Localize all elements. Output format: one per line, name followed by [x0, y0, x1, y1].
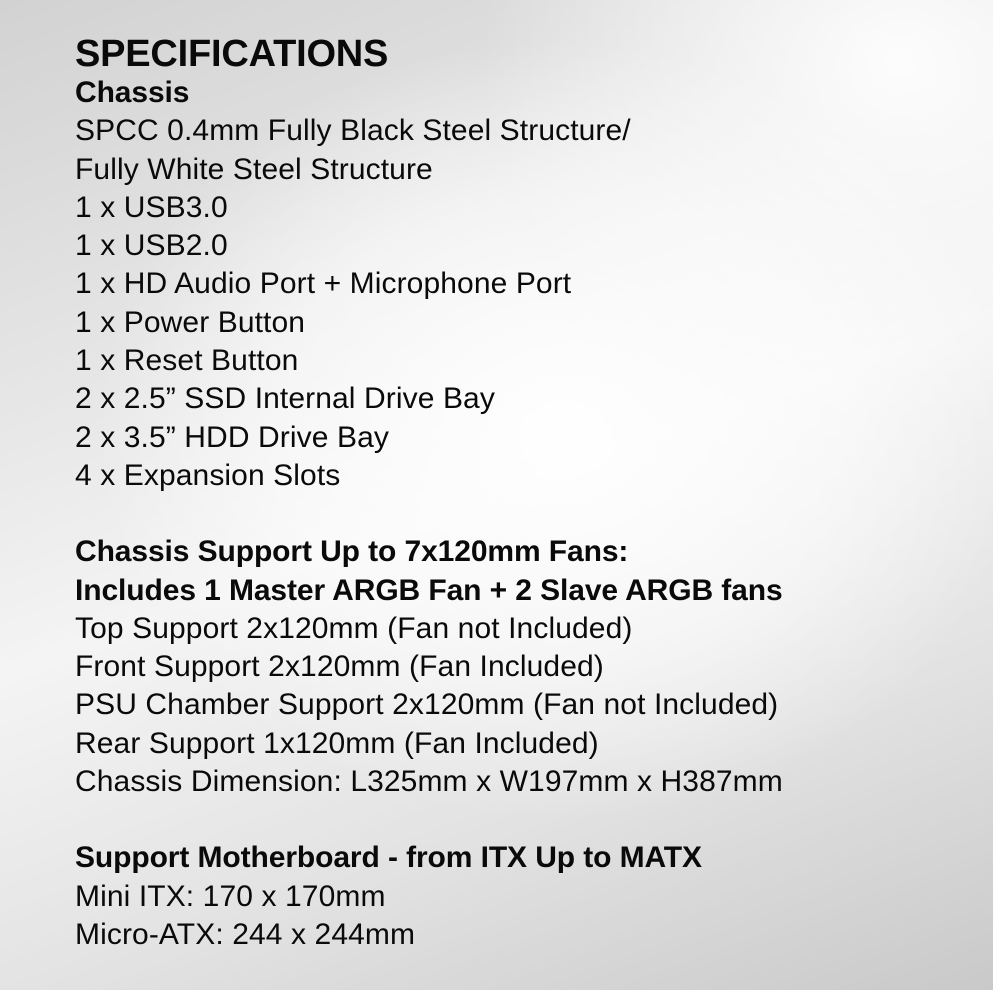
spec-line-rear-support: Rear Support 1x120mm (Fan Included) — [75, 726, 599, 760]
spec-line-top-support: Top Support 2x120mm (Fan not Included) — [75, 611, 633, 645]
page-title: SPECIFICATIONS — [75, 33, 389, 75]
spec-line-micro-atx: Micro-ATX: 244 x 244mm — [75, 917, 416, 951]
section-divider — [75, 495, 975, 533]
section-chassis — [75, 74, 975, 495]
spec-line-power-button: 1 x Power Button — [75, 305, 306, 339]
section-heading-fans: Chassis Support Up to 7x120mm Fans: — [75, 535, 629, 569]
spec-line-expansion-slots: 4 x Expansion Slots — [75, 458, 341, 492]
section-fans — [75, 533, 975, 801]
section-subheading-fans: Includes 1 Master ARGB Fan + 2 Slave ARGB fans — [75, 573, 783, 607]
section-divider — [75, 801, 975, 839]
spec-line-front-support: Front Support 2x120mm (Fan Included) — [75, 650, 604, 684]
spec-line-ssd-bay: 2 x 2.5” SSD Internal Drive Bay — [75, 382, 495, 416]
section-motherboard — [75, 839, 975, 954]
spec-line-audio-port: 1 x HD Audio Port + Microphone Port — [75, 267, 572, 301]
spec-line-psu-support: PSU Chamber Support 2x120mm (Fan not Included) — [75, 688, 779, 722]
spec-line-hdd-bay: 2 x 3.5” HDD Drive Bay — [75, 420, 389, 454]
spec-line-usb2: 1 x USB2.0 — [75, 229, 228, 263]
spec-line-steel-structure: SPCC 0.4mm Fully Black Steel Structure/ — [75, 114, 631, 148]
spec-line-white-structure: Fully White Steel Structure — [75, 152, 433, 186]
specifications-document — [75, 34, 975, 954]
spec-line-mini-itx: Mini ITX: 170 x 170mm — [75, 879, 386, 913]
section-heading-motherboard: Support Motherboard - from ITX Up to MATX — [75, 841, 702, 875]
spec-line-usb3: 1 x USB3.0 — [75, 190, 228, 224]
spec-line-reset-button: 1 x Reset Button — [75, 344, 299, 378]
spec-line-chassis-dimension: Chassis Dimension: L325mm x W197mm x H387mm — [75, 765, 783, 799]
section-heading-chassis: Chassis — [75, 76, 190, 109]
